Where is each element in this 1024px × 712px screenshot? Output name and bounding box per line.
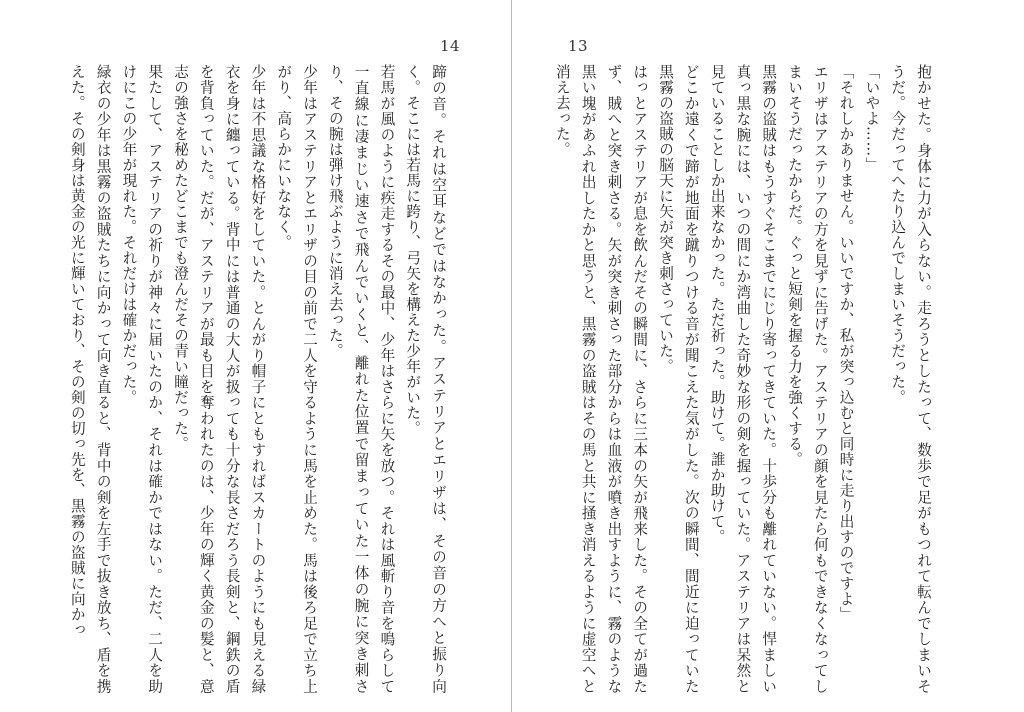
paragraph: エリザはアステリアの方を見ずに告げた。アステリアの顔を見たら何もできなくなってしまいそうだったからだ。ぐっと短剣を握る力を強くする。 (786, 64, 829, 694)
paragraph: はっとアステリアが息を飲んだその瞬間に、さらに三本の矢が飛来した。その全てが過たず、賊へと突き刺さる。矢が突き刺さった部分からは血液が噴き出すように、霧のような黒い塊があふれ出したかと思うと、黒霧の盗賊はその馬と共に掻き消えるように虚空へと消え去った。 (553, 64, 649, 694)
paragraph: 少年はアステリアとエリザの目の前で二人を守るように馬を止めた。馬は後ろ足で立ち上がり、高らかにいななく。 (275, 64, 319, 694)
paragraph: 果たして、アステリアの祈りが神々に届いたのか、それは確かではない。ただ、二人を助けにこの少年が現れた。それだけは確かだった。 (120, 64, 164, 694)
paragraph: 黒霧の盗賊はもうすぐそこまでにじり寄ってきていた。十歩分も離れていない。悍ましい真っ黒な腕には、いつの間にか湾曲した奇妙な形の剣を握っていた。アステリアは呆然と見ていることしか出来なかった。ただ祈った。助けて。誰か助けて。 (708, 64, 778, 694)
right-page-body (536, 64, 936, 694)
left-page (0, 0, 511, 712)
paragraph: どこか遠くで蹄が地面を蹴りつける音が聞こえた気がした。次の瞬間、間近に迫っていた黒霧の盗賊の脳天に矢が突き刺さっていた。 (657, 64, 700, 694)
page-number-left: 14 (440, 37, 461, 55)
paragraph: 「いやよ……」 (863, 64, 881, 173)
page-number-right: 13 (568, 37, 589, 55)
paragraph: 抱かせた。身体に力が入らない。走ろうとしたって、数歩で足がもつれて転んでしまいそうだ。今だってへたり込んでしまいそうだった。 (889, 64, 932, 694)
right-page (512, 0, 1024, 712)
paragraph: 蹄の音。それは空耳などではなかった。アステリアとエリザは、その音の方へと振り向く。そこには若馬に跨り、弓矢を構えた少年がいた。 (404, 64, 447, 694)
paragraph: 緑衣の少年は黒霧の盗賊たちに向かって向き直ると、背中の剣を左手で抜き放ち、盾を携えた。その剣身は黄金の光に輝いており、その剣の切っ先を、黒霧の盗賊に向かっ (68, 64, 112, 694)
paragraph: 若馬が風のように疾走するその最中、少年はさらに矢を放つ。それは風斬り音を鳴らして一直線に凄まじい速さで飛んでいくと、離れた位置で留まっていた一体の腕に突き刺さり、その腕は弾け飛ぶように消え去った。 (326, 64, 396, 694)
paragraph: 「それしかありません。いいですか、私が突っ込むと同時に走り出すのですよ」 (837, 64, 855, 622)
paragraph: 少年は不思議な格好をしていた。とんがり帽子にともすればスカートのようにも見える緑衣を身に纏っている。背中には普通の大人が扱っても十分な長さだろう長剣と、鋼鉄の盾を背負っていた。だが、アステリアが最も目を奪われたのは、少年の輝く黄金の髪と、意志の強さを秘めたどこまでも澄んだその青い瞳だった。 (172, 64, 267, 694)
left-page-body (68, 64, 451, 694)
